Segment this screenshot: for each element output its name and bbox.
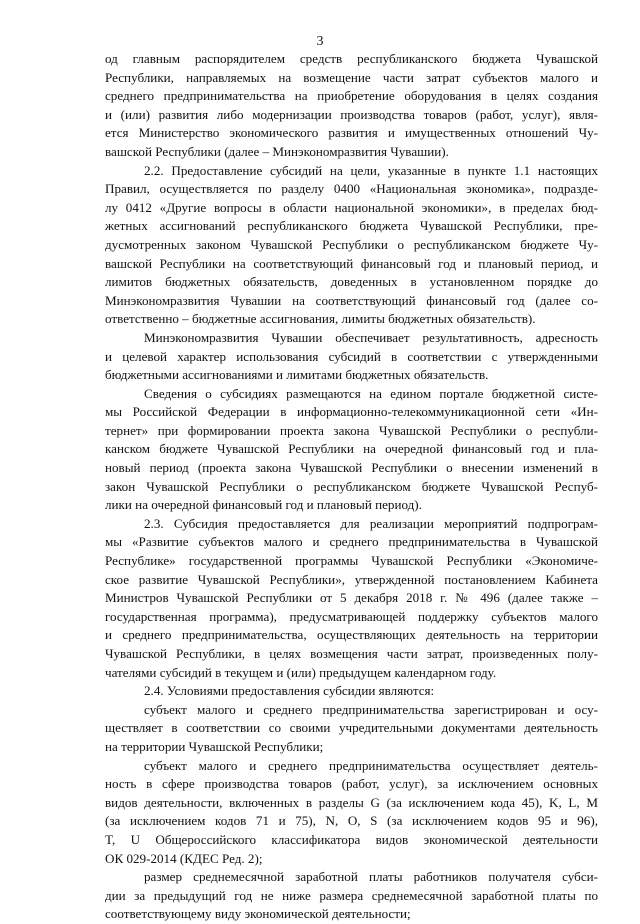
text-line: ОК 029-2014 (КДЕС Ред. 2); <box>105 850 263 866</box>
text-line: дусмотренных законом Чувашской Республики о республиканском бюджете Чу- <box>105 236 598 252</box>
text-line: лу 0412 «Другие вопросы в области национальной экономики», в пределах бюд- <box>105 199 598 215</box>
text-line: Сведения о субсидиях размещаются на едином портале бюджетной систе- <box>144 385 598 401</box>
text-line: соответствующему виду экономической деятельности; <box>105 906 411 922</box>
text-line: Республики, направляемых на возмещение части затрат субъектов малого и <box>105 69 598 85</box>
document-body <box>105 50 598 924</box>
text-line: Правил, осуществляется по разделу 0400 «Национальная экономика», подразде- <box>105 181 598 197</box>
text-line: видов деятельности, включенных в разделы G (за исключением кода 45), K, L, M <box>105 794 598 810</box>
text-line: ское развитие Чувашской Республики», утвержденной постановлением Кабинета <box>105 571 598 587</box>
text-line: Республике» государственной программы Чувашской Республики «Экономиче- <box>105 553 598 569</box>
text-line: бюджетными ассигнованиями и лимитами бюджетных обязательств. <box>105 367 489 383</box>
text-line: од главным распорядителем средств республиканского бюджета Чувашской <box>105 51 598 66</box>
text-line: вашской Республики на соответствующий финансовый год и плановый период, и <box>105 255 598 271</box>
text-line: ществляет в соответствии со своими учредительными документами деятельность <box>105 720 598 736</box>
text-line: и целевой характер использования субсидий в соответствии с утвержденными <box>105 348 598 364</box>
text-line: размер среднемесячной заработной платы работников получателя субси- <box>144 869 598 885</box>
text-line: Министров Чувашской Республики от 5 декабря 2018 г. № 496 (далее также – <box>105 590 598 606</box>
text-line: 2.3. Субсидия предоставляется для реализации мероприятий подпрограм- <box>144 515 598 531</box>
text-line: (за исключением кодов 71 и 75), N, O, S (за исключением кодов 95 и 96), <box>105 813 598 829</box>
text-line: новый период (проекта закона Чувашской Республики о внесении изменений в <box>105 460 598 476</box>
text-line: лимитов бюджетных обязательств, доведенных в установленном порядке до <box>105 274 598 290</box>
text-line: дии за предыдущий год не ниже размера среднемесячной заработной платы по <box>105 887 598 903</box>
text-line: ется Министерство экономического развития и имущественных отношений Чу- <box>105 125 598 141</box>
text-line: государственная программа), предусматривающей поддержку субъектов малого <box>105 608 598 624</box>
text-line: закон Чувашской Республики о республиканском бюджете Чувашской Респуб- <box>105 478 598 494</box>
page-number: 3 <box>316 34 324 49</box>
text-line: ность в сфере производства товаров (работ, услуг), за исключением основных <box>105 776 598 792</box>
text-line: жетных ассигнований республиканского бюджета Чувашской Республики, пре- <box>105 218 598 234</box>
text-line: чателями субсидий в текущем и (или) предыдущем календарном году. <box>105 664 497 680</box>
text-line: субъект малого и среднего предпринимательства зарегистрирован и осу- <box>144 701 598 717</box>
text-line: среднего предпринимательства на приобретение оборудования в целях создания <box>105 88 598 104</box>
text-line: ответственно – бюджетные ассигнования, лимиты бюджетных обязательств). <box>105 311 536 327</box>
text-line: и среднего предпринимательства, осуществляющих деятельность на территории <box>105 627 598 643</box>
text-line: 2.4. Условиями предоставления субсидии являются: <box>144 683 435 699</box>
text-line: Минэкономразвития Чувашии на соответствующий финансовый год (далее со- <box>105 292 598 308</box>
text-line: Минэкономразвития Чувашии обеспечивает результативность, адресность <box>144 329 598 345</box>
text-line: мы «Развитие субъектов малого и среднего предпринимательства в Чувашской <box>105 534 598 550</box>
text-line: мы Российской Федерации в информационно-телекоммуникационной сети «Ин- <box>105 404 598 420</box>
text-line: тернет» при формировании проекта закона Чувашской Республики о республи- <box>105 422 598 438</box>
text-line: Чувашской Республики, в целях возмещения части затрат, произведенных полу- <box>105 646 598 661</box>
text-line: вашской Республики (далее – Минэкономразвития Чувашии). <box>105 143 449 159</box>
text-line: T, U Общероссийского классификатора видов экономической деятельности <box>105 831 598 847</box>
text-line: канском бюджете Чувашской Республики на очередной финансовый год и пла- <box>105 441 598 457</box>
text-line: лики на очередной финансовый год и плановый период). <box>105 497 422 513</box>
text-line: и (или) развития либо модернизации производства товаров (работ, услуг), явля- <box>105 106 598 122</box>
text-line: субъект малого и среднего предпринимательства осуществляет деятель- <box>144 757 598 773</box>
text-line: на территории Чувашской Республики; <box>105 738 324 754</box>
text-line: 2.2. Предоставление субсидий на цели, указанные в пункте 1.1 настоящих <box>144 162 598 178</box>
